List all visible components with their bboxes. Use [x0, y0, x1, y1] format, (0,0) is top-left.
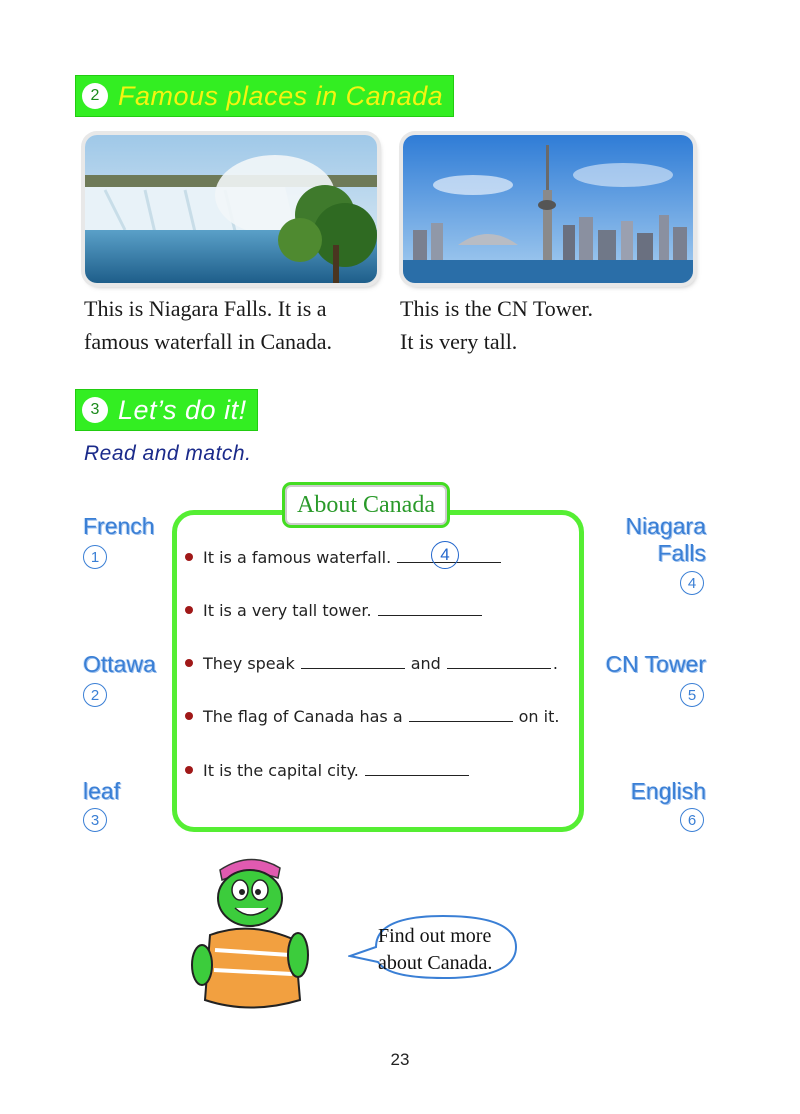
bullet-icon — [185, 766, 193, 774]
answer-blank[interactable] — [365, 761, 469, 776]
statement-text: It is a very tall tower. — [203, 601, 372, 620]
statement-tower — [185, 601, 488, 620]
speech-line: about Canada. — [378, 952, 493, 974]
bullet-icon — [185, 712, 193, 720]
cn-tower-photo — [403, 135, 693, 283]
statement-capital — [185, 761, 475, 780]
page-number: 23 — [390, 1050, 410, 1069]
section-number: 3 — [82, 397, 108, 423]
niagara-caption — [84, 292, 332, 358]
answer-blank[interactable] — [378, 601, 482, 616]
word-ottawa: Ottawa — [83, 651, 156, 677]
speech-line: Find out more — [378, 925, 492, 947]
bullet-icon — [185, 606, 193, 614]
number-3: 3 — [83, 808, 107, 832]
caption-line: famous waterfall in Canada. — [84, 329, 333, 354]
number-4: 4 — [680, 571, 704, 595]
bullet-icon — [185, 659, 193, 667]
section-number: 2 — [82, 83, 108, 109]
word-english: English — [630, 778, 706, 804]
statement-text: It is a famous waterfall. — [203, 548, 392, 567]
statement-flag — [185, 707, 559, 726]
answer-blank[interactable] — [447, 654, 551, 669]
word-cn-tower: CN Tower — [605, 651, 706, 677]
statement-text: They speak — [203, 654, 295, 673]
number-2: 2 — [83, 683, 107, 707]
caption-line: This is the CN Tower. — [400, 296, 593, 321]
statement-language — [185, 654, 558, 673]
statement-text: on it. — [518, 707, 560, 726]
about-canada-title: About Canada — [285, 485, 447, 525]
cn-tower-caption — [400, 292, 593, 358]
word-niagara: Niagara — [625, 513, 706, 539]
statement-text: It is the capital city. — [203, 761, 359, 780]
number-6: 6 — [680, 808, 704, 832]
word-falls: Falls — [657, 540, 706, 566]
statement-text: . — [552, 654, 558, 673]
caption-line: This is Niagara Falls. It is a — [84, 296, 327, 321]
instruction-text: Read and match. — [84, 442, 252, 465]
answer-blank[interactable] — [409, 707, 513, 722]
answer-blank[interactable] — [301, 654, 405, 669]
bullet-icon — [185, 553, 193, 561]
section-2-banner — [76, 76, 453, 116]
word-french: French — [83, 513, 155, 539]
number-1: 1 — [83, 545, 107, 569]
section-title: Famous places in Canada — [118, 80, 444, 111]
number-5: 5 — [680, 683, 704, 707]
section-3-banner — [76, 390, 257, 430]
word-leaf: leaf — [83, 778, 121, 804]
statement-text: and — [410, 654, 441, 673]
turtle-mascot-illustration — [180, 850, 320, 1020]
niagara-falls-photo — [85, 135, 377, 283]
written-answer: 4 — [431, 541, 459, 569]
section-title: Let’s do it! — [118, 394, 247, 425]
statement-waterfall — [185, 548, 507, 567]
caption-line: It is very tall. — [400, 329, 518, 354]
statement-text: The flag of Canada has a — [203, 707, 403, 726]
speech-bubble-text — [378, 923, 492, 977]
